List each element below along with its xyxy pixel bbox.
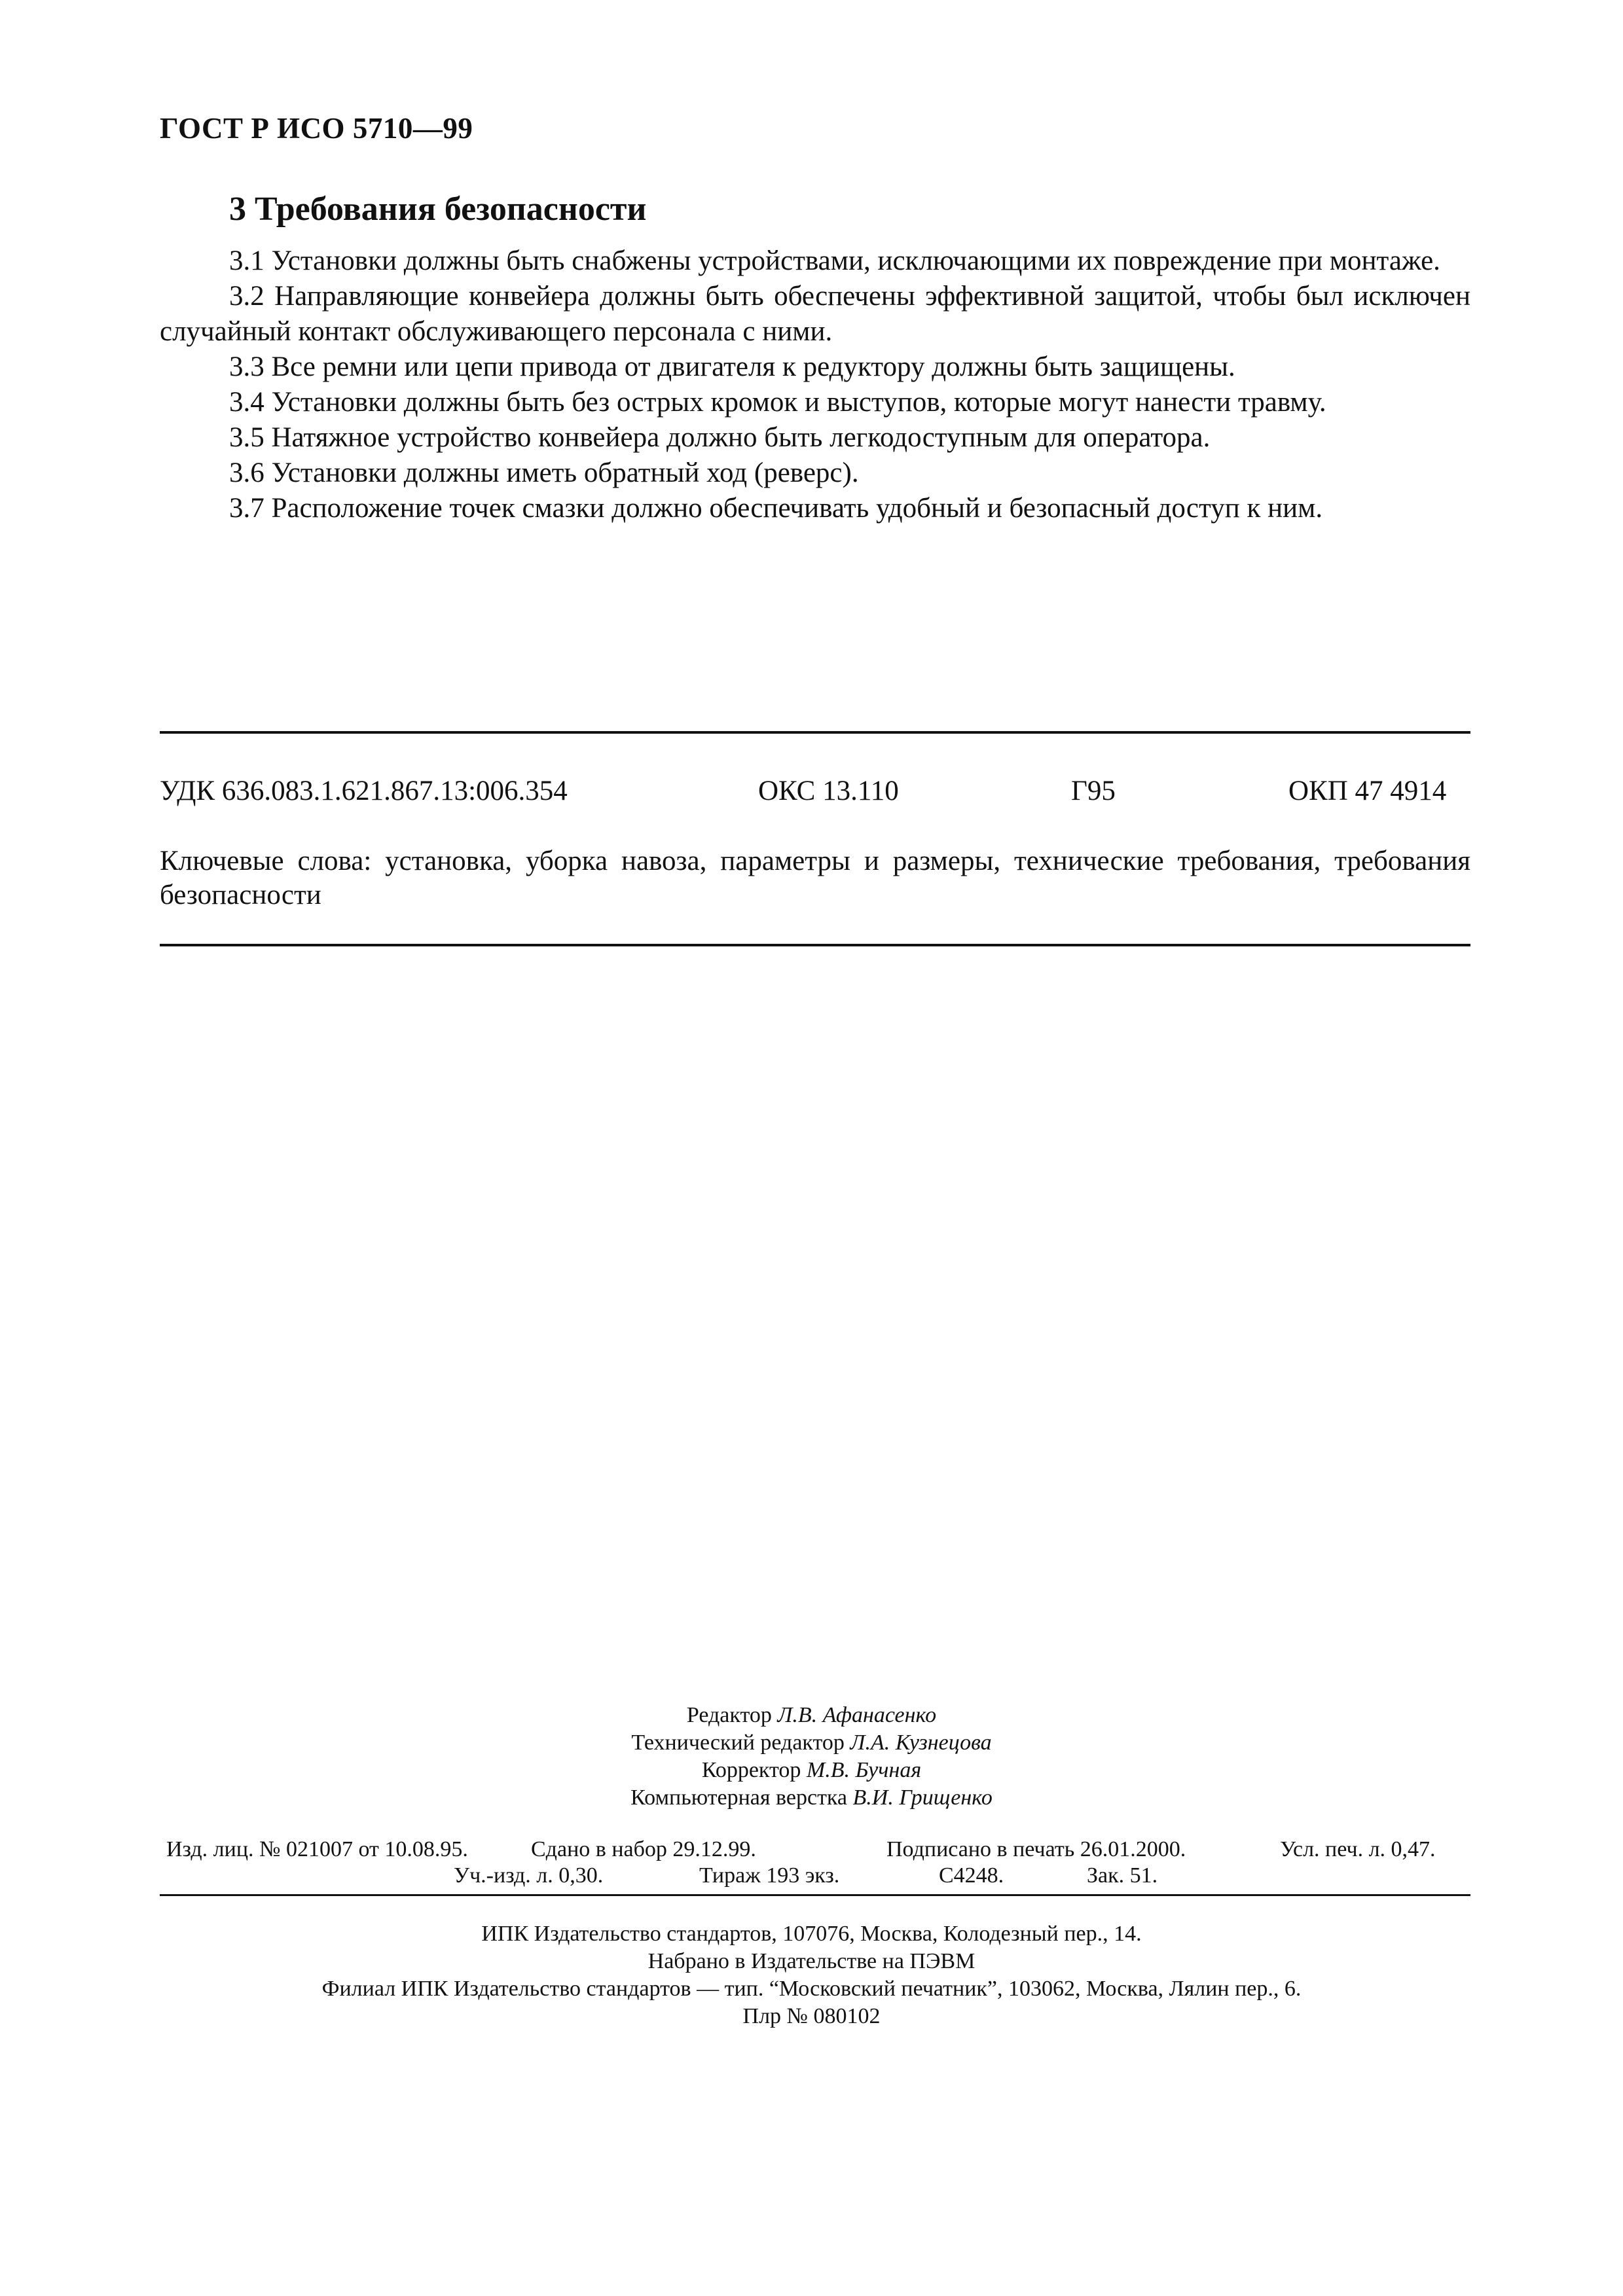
- requirement-item: 3.3 Все ремни или цепи привода от двигателя к редуктору должны быть защищены.: [229, 351, 1235, 382]
- requirements-list: [160, 243, 1470, 526]
- credit-name: Л.В. Афанасенко: [777, 1703, 937, 1727]
- credit-role: Технический редактор: [631, 1731, 845, 1755]
- credit-name: В.И. Грищенко: [852, 1785, 993, 1810]
- credit-line: [0, 1784, 1623, 1812]
- credit-line: [0, 1729, 1623, 1757]
- imprint-publisher-sheets: Уч.-изд. л. 0,30.: [454, 1863, 604, 1888]
- imprint-code: С4248.: [939, 1863, 1004, 1888]
- oks-code: ОКС 13.110: [758, 776, 899, 806]
- imprint-print-run: Тираж 193 экз.: [699, 1863, 840, 1888]
- credit-role: Редактор: [686, 1703, 772, 1727]
- publisher-line: Филиал ИПК Издательство стандартов — тип. “Московский печатник”, 103062, Москва, Лялин пер., 6.: [321, 1977, 1302, 2001]
- credit-name: М.В. Бучная: [806, 1758, 922, 1782]
- publisher-line: Набрано в Издательстве на ПЭВМ: [647, 1949, 976, 1973]
- keywords: Ключевые слова: установка, уборка навоза, параметры и размеры, технические требования, требования безопасности: [160, 846, 1470, 910]
- divider-top: [160, 731, 1470, 734]
- divider-bottom: [160, 1894, 1470, 1896]
- publisher-line: Плр № 080102: [742, 2004, 881, 2028]
- requirement-item: 3.5 Натяжное устройство конвейера должно быть легкодоступным для оператора.: [229, 422, 1211, 453]
- imprint-print-date: Подписано в печать 26.01.2000.: [886, 1837, 1186, 1861]
- requirement-item: 3.4 Установки должны быть без острых кромок и выступов, которые могут нанести травму.: [229, 387, 1326, 418]
- imprint-license: Изд. лиц. № 021007 от 10.08.95.: [166, 1837, 468, 1861]
- imprint-order: Зак. 51.: [1087, 1863, 1158, 1888]
- section-title: 3 Требования безопасности: [229, 190, 647, 228]
- credit-line: [0, 1757, 1623, 1784]
- credit-role: Корректор: [701, 1758, 801, 1782]
- imprint-typeset-date: Сдано в набор 29.12.99.: [531, 1837, 756, 1861]
- credit-name: Л.А. Кузнецова: [850, 1731, 992, 1755]
- udk-code: УДК 636.083.1.621.867.13:006.354: [160, 776, 568, 806]
- requirement-item: 3.6 Установки должны иметь обратный ход (реверс).: [229, 457, 859, 488]
- credits-block: [0, 1702, 1623, 1812]
- requirement-item: 3.7 Расположение точек смазки должно обеспечивать удобный и безопасный доступ к ним.: [229, 493, 1323, 524]
- group-code: Г95: [1071, 776, 1116, 806]
- document-header: ГОСТ Р ИСО 5710—99: [160, 112, 473, 145]
- divider-middle: [160, 944, 1470, 946]
- credit-line: [0, 1702, 1623, 1729]
- credit-role: Компьютерная верстка: [630, 1785, 848, 1810]
- publisher-info: [0, 1920, 1623, 2030]
- requirement-item: 3.1 Установки должны быть снабжены устройствами, исключающими их повреждение при монтаже.: [229, 245, 1440, 276]
- imprint-print-sheets: Усл. печ. л. 0,47.: [1280, 1837, 1436, 1861]
- okp-code: ОКП 47 4914: [1288, 776, 1447, 806]
- requirement-item: 3.2 Направляющие конвейера должны быть обеспечены эффективной защитой, чтобы был исключен случайный контакт обслуживающего персонала с ними.: [160, 281, 1470, 347]
- publisher-line: ИПК Издательство стандартов, 107076, Москва, Колодезный пер., 14.: [481, 1922, 1142, 1946]
